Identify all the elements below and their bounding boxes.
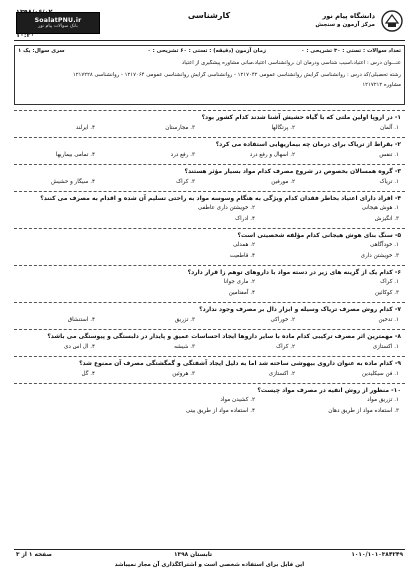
option-row	[14, 148, 405, 164]
question-item	[14, 228, 405, 265]
option[interactable]: ۱. کراک	[380, 279, 399, 285]
option[interactable]: ۳. کراک	[176, 179, 195, 185]
option[interactable]: ۲. مورفین	[271, 179, 295, 185]
option[interactable]: ۱. تدخین	[378, 317, 399, 323]
option[interactable]: ۲. خویشتن داری عاطفی	[197, 205, 255, 211]
option[interactable]: ۲. خوراکی	[270, 317, 295, 323]
logo-title: SoalatPNU.ir	[34, 17, 82, 24]
exam-page	[14, 8, 405, 568]
option[interactable]: ۴. قاطعیت	[229, 253, 255, 259]
option[interactable]: ۳. خویشتن داری	[360, 253, 399, 259]
option[interactable]: ۲. پرتگالها	[271, 125, 295, 131]
option[interactable]: ۴. تمامی بیماریها	[55, 152, 95, 158]
question-text: ۳- گروه همسالان بخصوص در شروع مصرف کدام مواد بسیار مؤثر هستند؟	[184, 168, 401, 175]
question-item	[14, 164, 405, 191]
option[interactable]: ۱. هوش هیجانی	[361, 205, 399, 211]
exam-duration: زمان آزمون (دقیقه) : تستی : ۶۰ تشریحی : ۰	[147, 48, 266, 54]
option[interactable]: ۱. تریاک	[379, 179, 399, 185]
option[interactable]: ۱. اکستازی	[372, 344, 399, 350]
exam-code: ۱۰۱۰/۱۰۱۰۳۸۴۲۴۹	[351, 552, 403, 558]
option[interactable]: ۱. آلمان	[380, 125, 399, 131]
university-name: دانشگاه پیام نور	[322, 12, 375, 20]
option[interactable]: ۲. همدلی	[232, 242, 255, 248]
university-subtitle: مرکز آزمون و سنجش	[315, 22, 375, 28]
option-row	[14, 121, 405, 137]
option-row	[14, 313, 405, 329]
field-code-line-2: مشاوره ۱۲۱۷۲۱۲	[362, 82, 401, 88]
question-text: ۱۰- منظور از روش انفیه در مصرف مواد چیست؟	[257, 387, 401, 394]
question-item	[14, 356, 405, 383]
option[interactable]: ۳. کوکائین	[375, 290, 399, 296]
option[interactable]: ۱. فن سیکلیدین	[361, 371, 399, 377]
question-series: سری سوال: یک ۱	[18, 48, 65, 54]
option-row	[14, 367, 405, 383]
exam-time: ۱۰:۳۰	[16, 31, 35, 39]
question-item	[14, 383, 405, 420]
option[interactable]: ۳. انگیزش	[374, 216, 399, 222]
option[interactable]: ۳. مجارستان	[165, 125, 195, 131]
question-text: ۶- کدام یک از گزینه های زیر در دسته مواد با داروهای توهم زا قرار دارد؟	[187, 269, 401, 276]
option[interactable]: ۳. هروئین	[172, 371, 195, 377]
exam-info-box	[14, 45, 405, 105]
degree-title: کارشناسی	[187, 11, 231, 20]
question-text: ۹- کدام ماده به عنوان داروی بیهوشی ساخته شد اما به دلیل ایجاد آشفتگی و گمگشتگی مصرف آن ممنوع شد؟	[79, 360, 401, 367]
university-emblem-icon	[381, 10, 403, 32]
exam-meta-row	[18, 48, 401, 57]
option[interactable]: ۳. تزریق	[174, 317, 195, 323]
option[interactable]: ۱. خودآگاهی	[370, 242, 399, 248]
page-number: صفحه ۱ از ۳	[16, 552, 52, 558]
exam-term: تابستان ۱۳۹۸	[174, 552, 213, 558]
option-grid	[14, 394, 405, 420]
usage-note: این فایل برای استفاده شخصی است و اشتراکگذاری آن مجاز نمیباشد	[114, 562, 305, 568]
option[interactable]: ۱. تزریق مواد	[367, 397, 399, 403]
option[interactable]: ۴. ایرلند	[75, 125, 95, 131]
option[interactable]: ۴. آمفتامین	[228, 290, 255, 296]
logo-subtitle: بانک سوالات پیام نور	[38, 24, 78, 29]
option[interactable]: ۴. ال اس دی	[64, 344, 95, 350]
question-text: ۷- کدام روش مصرف تریاک وسیله و ابزار دال بر مصرف وجود ندارد؟	[199, 306, 401, 313]
option[interactable]: ۴. گل	[81, 371, 95, 377]
question-item	[14, 302, 405, 329]
option-grid	[14, 276, 405, 302]
question-item	[14, 110, 405, 137]
question-text: ۴- افراد دارای اعتیاد بخاطر فقدان کدام ویژگی به هنگام وسوسه مواد به راحتی تسلیم آن شده و اقدام به مصرف می کنند؟	[40, 195, 401, 202]
question-text: ۱- در اروپا اولین ملتی که با گیاه حشیش آشنا شدند کدام کشور بود؟	[201, 114, 401, 121]
question-item	[14, 191, 405, 228]
option[interactable]: ۴. سیگار و حشیش	[51, 179, 95, 185]
question-item	[14, 265, 405, 302]
option[interactable]: ۲. اکستازی	[268, 371, 295, 377]
option[interactable]: ۲. کشیدن مواد	[220, 397, 255, 403]
option-row	[14, 175, 405, 191]
option[interactable]: ۴. استنشاق	[67, 317, 95, 323]
option-grid	[14, 202, 405, 228]
option[interactable]: ۳. شیشه	[174, 344, 195, 350]
option[interactable]: ۴. استفاده مواد از طریق بینی	[185, 408, 255, 414]
option[interactable]: ۳. رفع درد	[170, 152, 195, 158]
question-item	[14, 329, 405, 356]
question-item	[14, 137, 405, 164]
option[interactable]: ۱. تنفس	[379, 152, 399, 158]
question-text: ۲- بقراط از تریاک برای درمان چه بیماریهایی استفاده می کرد؟	[215, 141, 401, 148]
question-list	[14, 110, 405, 420]
question-count: تعداد سوالات : تستی : ۳۰ تشریحی : ۰	[301, 48, 401, 54]
option[interactable]: ۲. اسهال و رفع درد	[249, 152, 295, 158]
option[interactable]: ۳. استفاده مواد از طریق دهان	[328, 408, 399, 414]
option[interactable]: ۴. ادراک	[235, 216, 255, 222]
course-title: عنـــوان درس : اعتیاد،آسیب شناسی ودرمان آن ،روانشناسی اعتیاد،مبانی مشاوره پیشگیری از اعتیاد	[181, 60, 401, 66]
exam-header	[14, 8, 405, 41]
option[interactable]: ۲. کراک	[276, 344, 295, 350]
option[interactable]: ۲. ماری جوانا	[223, 279, 255, 285]
page-footer	[14, 549, 405, 561]
question-text: ۵- سنگ بنای هوش هیجانی کدام مؤلفه شخصیتی است؟	[237, 232, 401, 239]
option-grid	[14, 239, 405, 265]
option-row	[14, 340, 405, 356]
field-code-line: رشته تحصیلی/کد درس : روانشناسی گرایش روانشناسی عمومی ۱۲۱۷۰۴۲ - روانشناسی گرایش روانشناسی عمومی ۱۲۱۷۰۶۴ - روانشناسی ۱۲۱۷۲۲۸	[72, 72, 401, 78]
question-text: ۸- مهمترین اثر مصرف ترکیبی کدام ماده با سایر داروها ایجاد احساسات عمیق و پایدار در دلبستگی و پیوستگی می باشد؟	[47, 333, 401, 340]
